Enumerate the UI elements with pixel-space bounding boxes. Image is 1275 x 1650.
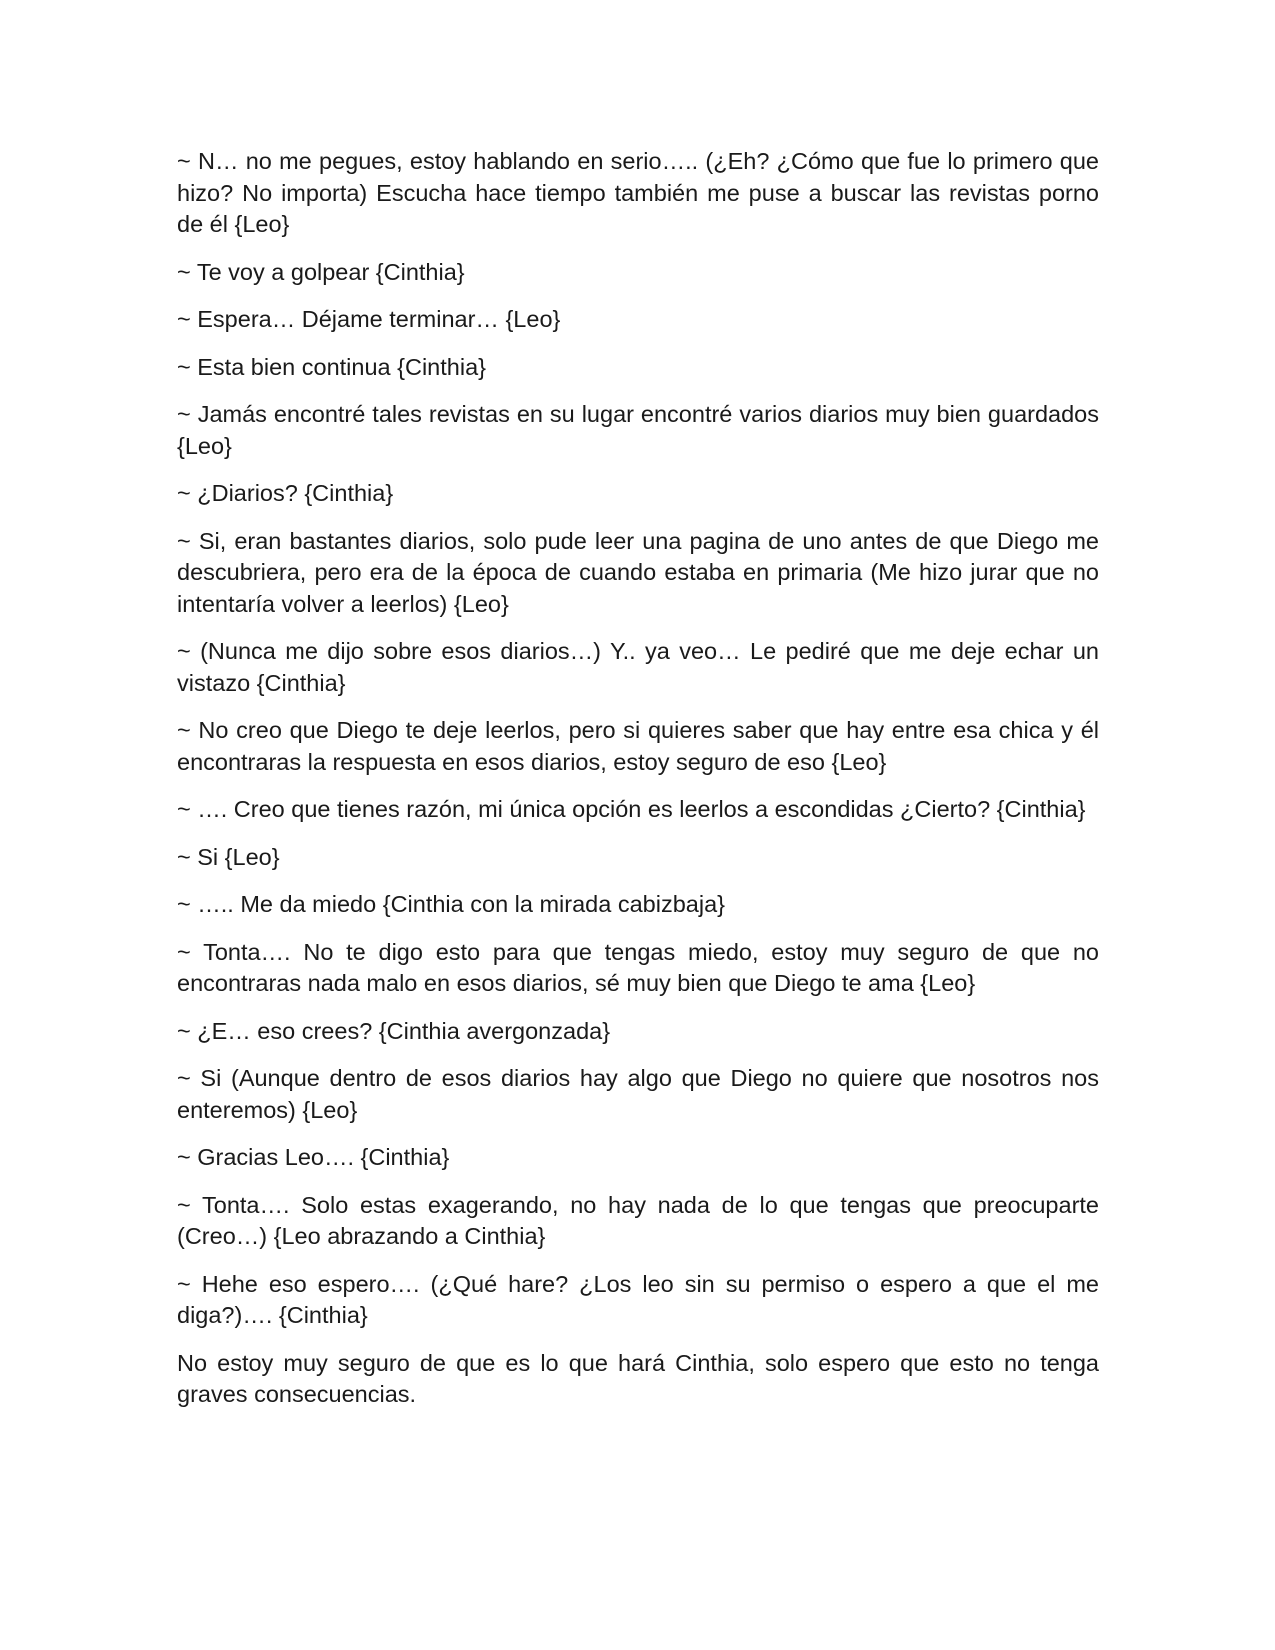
- paragraph: ~ Si (Aunque dentro de esos diarios hay algo que Diego no quiere que nosotros nos enteremos) {Leo}: [177, 1065, 1099, 1123]
- paragraph: ~ ¿E… eso crees? {Cinthia avergonzada}: [177, 1017, 611, 1044]
- paragraph: ~ ¿Diarios? {Cinthia}: [177, 480, 394, 506]
- paragraph: ~ N… no me pegues, estoy hablando en serio….. (¿Eh? ¿Cómo que fue lo primero que hizo? No importa) Escucha hace tiempo también me puse a buscar las revistas porno de él {Leo}: [177, 148, 1099, 237]
- paragraph: ~ No creo que Diego te deje leerlos, pero si quieres saber que hay entre esa chica y él encontraras la respuesta en esos diarios, estoy seguro de eso {Leo}: [177, 717, 1099, 775]
- paragraph: ~ Si, eran bastantes diarios, solo pude leer una pagina de uno antes de que Diego me descubriera, pero era de la época de cuando estaba en primaria (Me hizo jurar que no intentaría volver a leerlos) {Leo}: [177, 527, 1099, 617]
- paragraph: ~ ….. Me da miedo {Cinthia con la mirada cabizbaja}: [177, 891, 725, 917]
- paragraph: ~ Te voy a golpear {Cinthia}: [177, 258, 465, 285]
- document-body: [177, 146, 1099, 1427]
- paragraph: ~ Jamás encontré tales revistas en su lugar encontré varios diarios muy bien guardados {Leo}: [177, 401, 1099, 459]
- paragraph: No estoy muy seguro de que es lo que hará Cinthia, solo espero que esto no tenga graves consecuencias.: [177, 1349, 1099, 1407]
- paragraph: ~ …. Creo que tienes razón, mi única opción es leerlos a escondidas ¿Cierto? {Cinthia}: [177, 796, 1086, 822]
- paragraph: ~ Tonta…. Solo estas exagerando, no hay nada de lo que tengas que preocuparte (Creo…) {Leo abrazando a Cinthia}: [177, 1191, 1099, 1249]
- paragraph: ~ Esta bien continua {Cinthia}: [177, 353, 486, 380]
- paragraph: ~ Espera… Déjame terminar… {Leo}: [177, 306, 561, 332]
- paragraph: ~ (Nunca me dijo sobre esos diarios…) Y.. ya veo… Le pediré que me deje echar un vistazo {Cinthia}: [177, 638, 1099, 696]
- paragraph: ~ Hehe eso espero…. (¿Qué hare? ¿Los leo sin su permiso o espero a que el me diga?)…. {Cinthia}: [177, 1270, 1099, 1328]
- paragraph: ~ Tonta…. No te digo esto para que tengas miedo, estoy muy seguro de que no encontraras nada malo en esos diarios, sé muy bien que Diego te ama {Leo}: [177, 938, 1099, 996]
- paragraph: ~ Gracias Leo…. {Cinthia}: [177, 1144, 450, 1170]
- paragraph: ~ Si {Leo}: [177, 843, 280, 870]
